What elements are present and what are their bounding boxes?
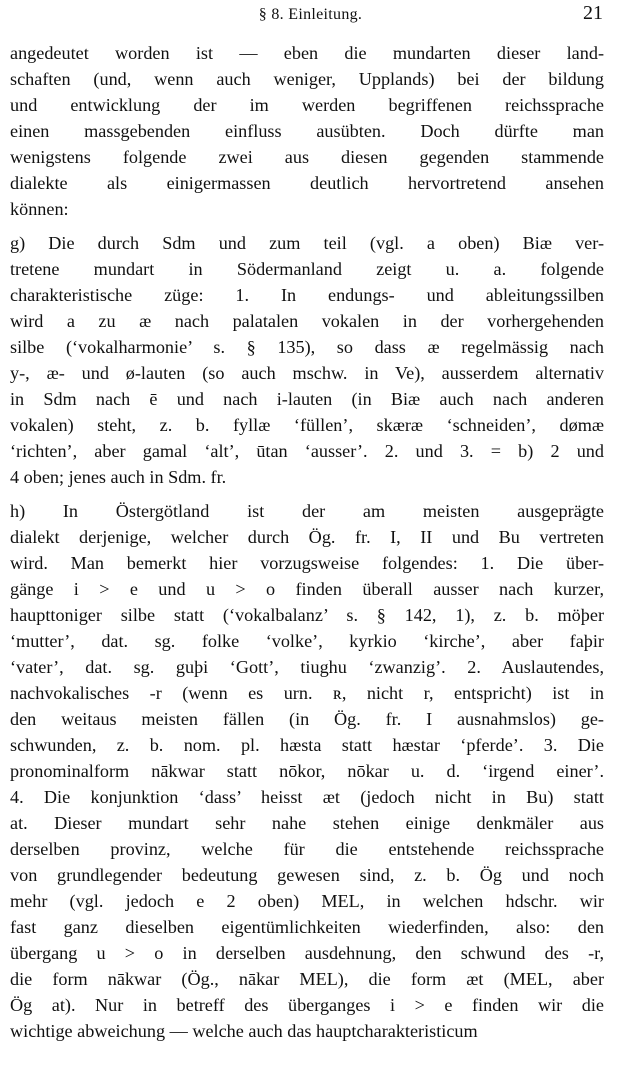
text-line: tretene mundart in Södermanland zeigt u. a. folgende — [10, 259, 604, 279]
text-line: angedeutet worden ist — eben die mundarten dieser land- — [10, 43, 604, 63]
text-line: von grundlegender bedeutung gewesen sind, z. b. Ög und noch — [10, 865, 604, 885]
text-line: in Sdm nach ē und nach i-lauten (in Biæ auch nach anderen — [10, 389, 604, 409]
text-line: 4 oben; jenes auch in Sdm. fr. — [10, 467, 227, 487]
text-line: können: — [10, 199, 69, 219]
text-line: wird. Man bemerkt hier vorzugsweise folgendes: 1. Die über- — [10, 553, 604, 573]
text-line: dialekte als einigermassen deutlich hervortretend ansehen — [10, 173, 604, 193]
text-line: und entwicklung der im werden begriffenen reichssprache — [10, 95, 604, 115]
text-line: vokalen) steht, z. b. fyllæ ‘füllen’, skæræ ‘schneiden’, dømæ — [10, 415, 604, 435]
text-line: haupttoniger silbe statt (‘vokalbalanz’ s. § 142, 1), z. b. möþer — [10, 605, 604, 625]
text-line: h) In Östergötland ist der am meisten ausgeprägte — [10, 501, 604, 521]
text-line: nachvokalisches -r (wenn es urn. ʀ, nicht r, entspricht) ist in — [10, 683, 604, 703]
text-line: wird a zu æ nach palatalen vokalen in der vorhergehenden — [10, 311, 604, 331]
paragraph — [10, 40, 604, 222]
text-line: ‘mutter’, dat. sg. folke ‘volke’, kyrkio ‘kirche’, aber faþir — [10, 631, 604, 651]
page-number: 21 — [583, 2, 603, 24]
body-text — [10, 40, 604, 1044]
text-line: schwunden, z. b. nom. pl. hæsta statt hæstar ‘pferde’. 3. Die — [10, 735, 604, 755]
text-line: mehr (vgl. jedoch e 2 oben) MEL, in welchen hdschr. wir — [10, 891, 604, 911]
text-line: wenigstens folgende zwei aus diesen gegenden stammende — [10, 147, 604, 167]
paragraph-gap — [10, 490, 604, 498]
text-line: den weitaus meisten fällen (in Ög. fr. I ausnahmslos) ge- — [10, 709, 604, 729]
text-line: die form nākwar (Ög., nākar MEL), die form æt (MEL, aber — [10, 969, 604, 989]
text-line: einen massgebenden einfluss ausübten. Doch dürfte man — [10, 121, 604, 141]
paragraph — [10, 230, 604, 490]
text-line: ‘vater’, dat. sg. guþi ‘Gott’, tiughu ‘zwanzig’. 2. Auslautendes, — [10, 657, 604, 677]
paragraph-gap — [10, 222, 604, 230]
text-line: schaften (und, wenn auch weniger, Upplands) bei der bildung — [10, 69, 604, 89]
text-line: fast ganz dieselben eigentümlichkeiten wiederfinden, also: den — [10, 917, 604, 937]
text-line: wichtige abweichung — welche auch das hauptcharakteristicum — [10, 1021, 478, 1041]
text-line: silbe (‘vokalharmonie’ s. § 135), so dass æ regelmässig nach — [10, 337, 604, 357]
text-line: dialekt derjenige, welcher durch Ög. fr. I, II und Bu vertreten — [10, 527, 604, 547]
text-line: 4. Die konjunktion ‘dass’ heisst æt (jedoch nicht in Bu) statt — [10, 787, 604, 807]
text-line: gänge i > e und u > o finden überall ausser nach kurzer, — [10, 579, 604, 599]
text-line: charakteristische züge: 1. In endungs- und ableitungssilben — [10, 285, 604, 305]
text-line: Ög at). Nur in betreff des überganges i > e finden wir die — [10, 995, 604, 1015]
text-line: g) Die durch Sdm und zum teil (vgl. a oben) Biæ ver- — [10, 233, 604, 253]
text-line: derselben provinz, welche für die entstehende reichssprache — [10, 839, 604, 859]
text-line: at. Dieser mundart sehr nahe stehen einige denkmäler aus — [10, 813, 604, 833]
text-line: übergang u > o in derselben ausdehnung, den schwund des -r, — [10, 943, 604, 963]
text-line: y-, æ- und ø-lauten (so auch mschw. in Ve), ausserdem alternativ — [10, 363, 604, 383]
paragraph — [10, 498, 604, 1044]
running-head — [0, 2, 621, 28]
text-line: ‘richten’, aber gamal ‘alt’, ūtan ‘ausser’. 2. und 3. = b) 2 und — [10, 441, 604, 461]
section-heading: § 8. Einleitung. — [258, 6, 363, 23]
text-line: pronominalform nākwar statt nōkor, nōkar u. d. ‘irgend einer’. — [10, 761, 604, 781]
